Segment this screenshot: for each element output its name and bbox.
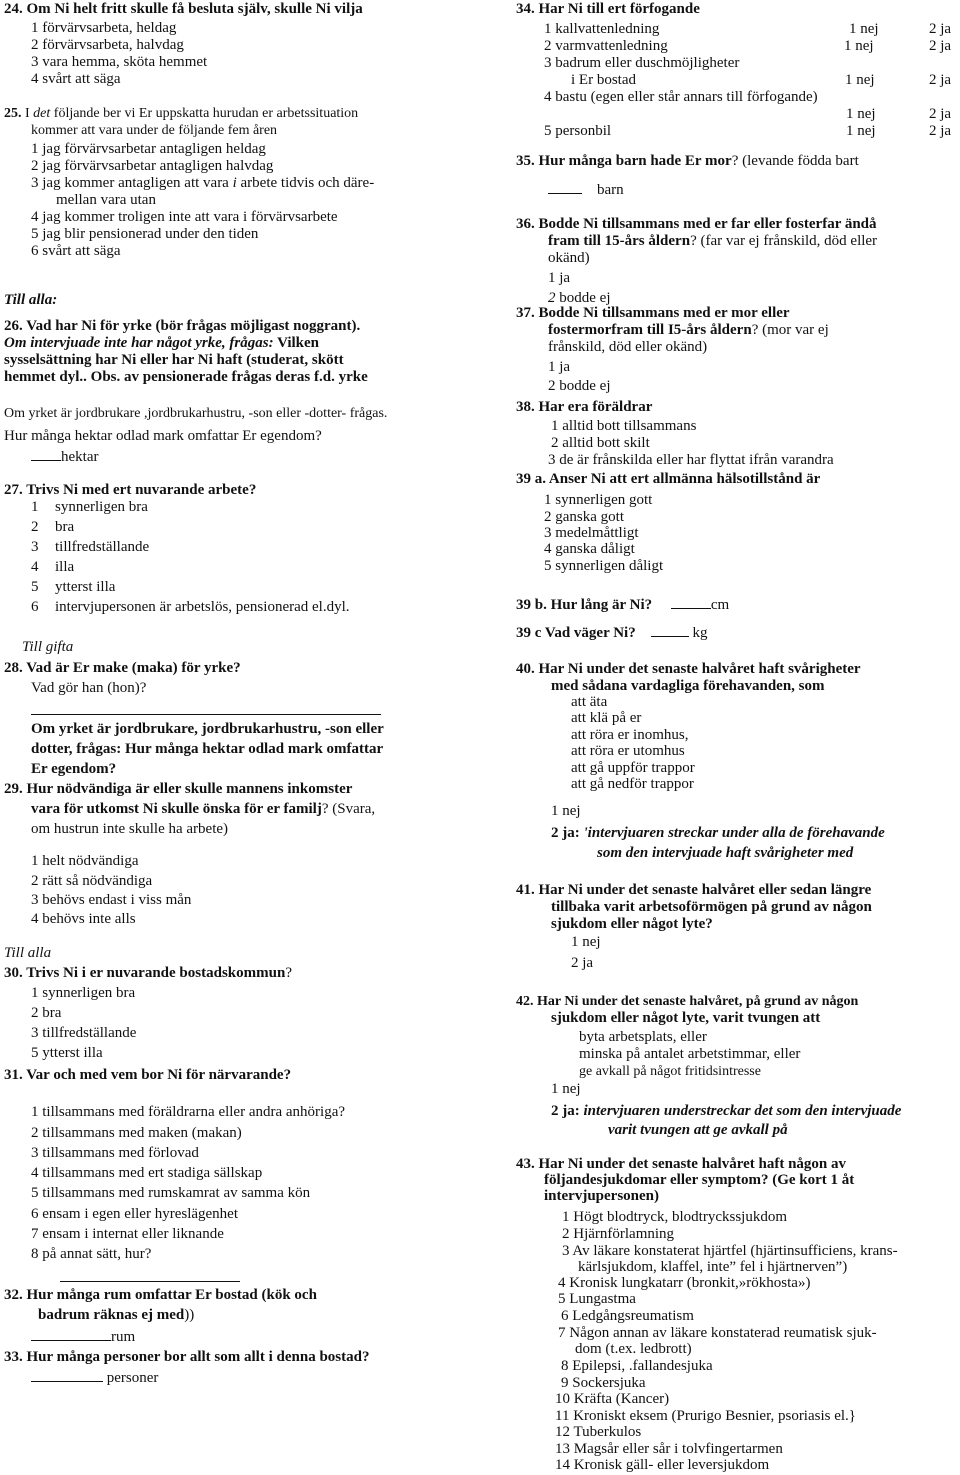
- q40-item-6: att gå nedför trappor: [571, 776, 694, 792]
- q40-item-3: att röra er inomhus,: [571, 727, 689, 743]
- q25-title-a: I: [25, 106, 34, 121]
- q27-label-6: intervjupersonen är arbetslös, pensionerad el.dyl.: [55, 599, 350, 615]
- q42-option-nej: 1 nej: [551, 1081, 581, 1097]
- q37-option-2: 2 bodde ej: [548, 378, 611, 394]
- q34-row-2: [544, 38, 956, 55]
- q27-option-3: [31, 539, 149, 556]
- q40-item-1: att äta: [571, 694, 608, 710]
- q31-title: 31. Var och med vem bor Ni för närvarande?: [4, 1067, 292, 1083]
- kg-unit: kg: [692, 625, 708, 641]
- till-gifta-heading: Till gifta: [22, 639, 74, 655]
- q42-option-ja: [551, 1103, 901, 1120]
- q31-option-4: 4 tillsammans med ert stadiga sällskap: [31, 1165, 263, 1181]
- q39c-title: 39 c Vad väger Ni?: [516, 625, 636, 641]
- q36-line2-bold: fram till 15-års åldern: [548, 233, 691, 249]
- q25-option-1: 1 jag förvärvsarbetar antagligen heldag: [31, 141, 266, 157]
- q41-title: 41. Har Ni under det senaste halvåret eller sedan längre: [516, 882, 872, 898]
- q27-label-2: bra: [55, 519, 75, 535]
- q43-item-2: 2 Hjärnförlamning: [562, 1226, 675, 1242]
- q34-row-3-cont: [571, 72, 956, 89]
- q40-item-2: att klä på er: [571, 710, 642, 726]
- till-alla-heading-1: Till alla:: [4, 292, 58, 308]
- q37-line2-bold: fostermorfram till I5-års åldern: [548, 322, 752, 338]
- q43-item-8: 8 Epilepsi, .fallandesjuka: [561, 1358, 713, 1374]
- q34-title: 34. Har Ni till ert förfogande: [516, 1, 700, 17]
- q43-item-10: 10 Kräfta (Kancer): [555, 1391, 670, 1407]
- q43-item-14: 14 Kronisk gäll- eller leversjukdom: [555, 1457, 770, 1473]
- q25-option-2: 2 jag förvärvsarbetar antagligen halvdag: [31, 158, 274, 174]
- q34-row-1-nej: 1 nej: [849, 21, 879, 37]
- q43-item-3-cont: kärlsjukdom, klaffel, inte” fel i hjärtnerven”): [578, 1259, 848, 1275]
- q40-title: 40. Har Ni under det senaste halvåret haft svårigheter: [516, 661, 861, 677]
- q24-option-2: 2 förvärvsarbeta, halvdag: [31, 37, 184, 53]
- q34-row-3-nej: 1 nej: [845, 72, 875, 88]
- q36-title: 36. Bodde Ni tillsammans med er far eller fosterfar ändå: [516, 216, 877, 232]
- q43-item-3: 3 Av läkare konstaterat hjärtfel (hjärtinsufficiens, krans-: [562, 1243, 898, 1259]
- q27-num-6: 6: [31, 599, 39, 615]
- q31-option-1: 1 tillsammans med föräldrarna eller andra anhöriga?: [31, 1104, 346, 1120]
- q35-title-bold: 35. Hur många barn hade Er mor: [516, 153, 732, 169]
- q36-option-2-num: 2: [548, 290, 556, 306]
- q42-item-1: byta arbetsplats, eller: [579, 1029, 707, 1045]
- q28-title: 28. Vad är Er make (maka) för yrke?: [4, 660, 241, 676]
- q29-line2-normal: ? (Svara,: [321, 801, 376, 817]
- q28-line2: Vad gör han (hon)?: [31, 680, 147, 696]
- personer-blank[interactable]: [31, 1368, 103, 1382]
- q43-item-5: 5 Lungastma: [558, 1291, 636, 1307]
- q40-item-4: att röra er utomhus: [571, 743, 685, 759]
- q34-row-3-label: i Er bostad: [571, 72, 636, 88]
- barn-unit: barn: [597, 182, 624, 198]
- q43-item-13: 13 Magsår eller sår i tolvfingertarmen: [555, 1441, 783, 1457]
- q32-rum-field[interactable]: [31, 1327, 135, 1346]
- q27-option-5: [31, 579, 115, 596]
- q40-item-5: att gå uppför trappor: [571, 760, 695, 776]
- q34-row-1-label: 1 kallvattenledning: [544, 21, 660, 37]
- q35-title-normal: ? (levande födda bart: [731, 153, 859, 169]
- q25-title-det: det: [33, 106, 51, 121]
- q34-row-4-ja: 2 ja: [929, 106, 952, 122]
- q25-option-5: 5 jag blir pensionerad under den tiden: [31, 226, 259, 242]
- q27-num-5: 5: [31, 579, 39, 595]
- q31-option-5: 5 tillsammans med rumskamrat av samma kön: [31, 1185, 311, 1201]
- q34-row-2-nej: 1 nej: [844, 38, 874, 54]
- q36-line2: [548, 233, 877, 250]
- q25-title: [4, 105, 358, 122]
- q27-label-5: ytterst illa: [55, 579, 116, 595]
- q29-title: 29. Hur nödvändiga är eller skulle mannens inkomster: [4, 781, 353, 797]
- q26-hektar-field[interactable]: [31, 447, 98, 466]
- q26-title: 26. Vad har Ni för yrke (bör frågas möjligast noggrant).: [4, 318, 361, 334]
- q40-ja-instruction: 'intervjuaren streckar under alla de förehavande: [583, 825, 885, 841]
- q43-item-9: 9 Sockersjuka: [561, 1375, 646, 1391]
- q43-item-1: 1 Högt blodtryck, blodtryckssjukdom: [562, 1209, 787, 1225]
- q29-line2-bold: vara för utkomst Ni skulle önska för er familj: [31, 801, 322, 817]
- q40-line2: med sådana vardagliga förehavanden, som: [551, 678, 825, 694]
- q43-item-4: 4 Kronisk lungkatarr (bronkit,»rökhosta»): [558, 1275, 811, 1291]
- q30-option-3: 3 tillfredställande: [31, 1025, 137, 1041]
- q37-line2-normal: ? (mor var ej: [751, 322, 829, 338]
- q25-option-3i: i: [232, 175, 237, 191]
- q26-line2-italic: Om intervjuade inte har något yrke, frågas:: [4, 335, 274, 351]
- q39a-title: 39 a. Anser Ni att ert allmänna hälsotillstånd är: [516, 471, 821, 487]
- q34-row-4: 4 bastu (egen eller står annars till förfogande): [544, 89, 818, 105]
- q25-title-b: följande ber vi Er uppskatta hurudan er arbetssituation: [50, 106, 359, 121]
- q39a-option-5: 5 synnerligen dåligt: [544, 558, 664, 574]
- q35-barn-field[interactable]: [548, 180, 624, 199]
- q26-hektar-question: Hur många hektar odlad mark omfattar Er egendom?: [4, 428, 322, 444]
- q32-line2-normal: )): [184, 1307, 195, 1323]
- q40-ja-label: 2 ja:: [551, 825, 584, 841]
- q42-ja-label: 2 ja:: [551, 1103, 584, 1119]
- q33-title: 33. Hur många personer bor allt som allt i denna bostad?: [4, 1349, 370, 1365]
- q29-option-1: 1 helt nödvändiga: [31, 853, 139, 869]
- q27-option-2: [31, 519, 74, 536]
- q25-number: 25.: [4, 106, 22, 121]
- q29-option-3: 3 behövs endast i viss mån: [31, 892, 192, 908]
- q26-line2: [4, 335, 319, 352]
- q40-option-nej: 1 nej: [551, 803, 581, 819]
- q42-ja-instruction-2: varit tvungen att ge avkall på: [608, 1122, 788, 1138]
- q27-label-1: synnerligen bra: [55, 499, 148, 515]
- q34-row-2-label: 2 varmvattenledning: [544, 38, 668, 54]
- q28-answer-line[interactable]: [31, 714, 381, 715]
- q37-option-1: 1 ja: [548, 359, 571, 375]
- q43-item-12: 12 Tuberkulos: [555, 1424, 642, 1440]
- q43-line3: intervjupersonen): [544, 1188, 659, 1204]
- q41-line3: sjukdom eller något lyte?: [551, 916, 713, 932]
- q39b-title: 39 b. Hur lång är Ni?: [516, 597, 653, 613]
- q32-line2: [38, 1307, 194, 1324]
- q27-option-4: [31, 559, 74, 576]
- q27-option-6: [31, 599, 350, 616]
- cm-unit: cm: [710, 597, 730, 613]
- q26-line4: hemmet dyl.. Obs. av pensionerade frågas deras f.d. yrke: [4, 369, 368, 385]
- q24-option-1: 1 förvärvsarbeta, heldag: [31, 20, 177, 36]
- hektar-unit: hektar: [61, 449, 99, 465]
- q43-title: 43. Har Ni under det senaste halvåret haft någon av: [516, 1156, 847, 1172]
- q36-option-2-label: bodde ej: [555, 290, 611, 306]
- q43-item-6: 6 Ledgångsreumatism: [561, 1308, 694, 1324]
- q36-line2-normal: ? (far var ej frånskild, död eller: [690, 233, 878, 249]
- q36-option-1: 1 ja: [548, 270, 571, 286]
- q37-line2: [548, 322, 829, 339]
- q26-line2-bold: Vilken: [273, 335, 320, 351]
- q25-option-6: 6 svårt att säga: [31, 243, 121, 259]
- q30-option-5: 5 ytterst illa: [31, 1045, 103, 1061]
- q25-option-4: 4 jag kommer troligen inte att vara i förvärvsarbete: [31, 209, 338, 225]
- q40-option-ja: [551, 825, 885, 842]
- q34-row-1: [544, 21, 956, 38]
- q26-note: Om yrket är jordbrukare ,jordbrukarhustru, -son eller -dotter- frågas.: [4, 406, 388, 421]
- q34-row-3: 3 badrum eller duschmöjligheter: [544, 55, 740, 71]
- q43-item-11: 11 Kroniskt eksem (Prurigo Besnier, psoriasis el.}: [555, 1408, 857, 1424]
- q39a-option-3: 3 medelmåttligt: [544, 525, 639, 541]
- q34-row-5-ja: 2 ja: [929, 123, 952, 139]
- q34-row-5: [544, 123, 956, 140]
- q27-label-3: tillfredställande: [55, 539, 150, 555]
- q41-line2: tillbaka varit arbetsoförmögen på grund av någon: [551, 899, 872, 915]
- q42-title: 42. Har Ni under det senaste halvåret, på grund av någon: [516, 994, 859, 1009]
- kg-blank[interactable]: [651, 623, 689, 637]
- q29-option-4: 4 behövs inte alls: [31, 911, 136, 927]
- q33-personer-field[interactable]: [31, 1368, 158, 1387]
- q28-line4: dotter, frågas: Hur många hektar odlad mark omfattar: [31, 741, 384, 757]
- q31-answer-line[interactable]: [60, 1281, 240, 1282]
- q42-ja-instruction: intervjuaren understreckar det som den intervjuade: [583, 1103, 902, 1119]
- q38-option-2: 2 alltid bott skilt: [551, 435, 650, 451]
- q43-line2: följandesjukdomar eller symptom? (Ge kort 1 åt: [544, 1172, 855, 1188]
- q31-option-3: 3 tillsammans med förlovad: [31, 1145, 199, 1161]
- barn-blank[interactable]: [548, 180, 582, 194]
- q34-row-5-label: 5 personbil: [544, 123, 612, 139]
- q39c-line: [516, 623, 707, 642]
- q31-option-2: 2 tillsammans med maken (makan): [31, 1125, 242, 1141]
- q32-line2-bold: badrum räknas ej med: [38, 1307, 185, 1323]
- q27-num-4: 4: [31, 559, 39, 575]
- q34-row-4-nej: 1 nej: [846, 106, 876, 122]
- q24-option-3: 3 vara hemma, sköta hemmet: [31, 54, 208, 70]
- q39b-line: [516, 595, 729, 614]
- q37-title: 37. Bodde Ni tillsammans med er mor eller: [516, 305, 790, 321]
- q31-option-7: 7 ensam i internat eller liknande: [31, 1226, 224, 1242]
- q30-title-q: ?: [285, 965, 292, 981]
- q34-row-3-ja: 2 ja: [929, 72, 952, 88]
- q24-option-4: 4 svårt att säga: [31, 71, 121, 87]
- q30-title-bold: 30. Trivs Ni i er nuvarande bostadskommun: [4, 965, 286, 981]
- q27-option-1: [31, 499, 148, 516]
- q37-line3: frånskild, död eller okänd): [548, 339, 708, 355]
- q42-line2: sjukdom eller något lyte, varit tvungen att: [551, 1010, 821, 1026]
- q41-option-2: 2 ja: [571, 955, 594, 971]
- q30-title: [4, 965, 292, 982]
- q38-option-1: 1 alltid bott tillsammans: [551, 418, 697, 434]
- q25-option-3b: arbete tidvis och däre-: [236, 175, 375, 191]
- q39a-option-1: 1 synnerligen gott: [544, 492, 653, 508]
- q36-line3: okänd): [548, 250, 590, 266]
- q35-title: [516, 153, 859, 170]
- q30-option-2: 2 bra: [31, 1005, 62, 1021]
- q25-title-line2: kommer att vara under de följande fem åren: [31, 123, 278, 138]
- q34-row-5-nej: 1 nej: [846, 123, 876, 139]
- q29-line3: om hustrun inte skulle ha arbete): [31, 821, 229, 837]
- personer-unit: personer: [106, 1370, 159, 1386]
- cm-blank[interactable]: [671, 595, 711, 609]
- q41-option-1: 1 nej: [571, 934, 601, 950]
- q39a-option-2: 2 ganska gott: [544, 509, 624, 525]
- q38-title: 38. Har era föräldrar: [516, 399, 653, 415]
- q30-option-1: 1 synnerligen bra: [31, 985, 136, 1001]
- q24-title: 24. Om Ni helt fritt skulle få besluta själv, skulle Ni vilja: [4, 1, 363, 17]
- q42-item-3: ge avkall på något fritidsintresse: [579, 1064, 761, 1079]
- q25-option-3-cont: mellan vara utan: [56, 192, 156, 208]
- q27-num-2: 2: [31, 519, 39, 535]
- q27-num-1: 1: [31, 499, 39, 515]
- q25-option-3: [31, 175, 374, 192]
- till-alla-heading-2: Till alla: [4, 945, 52, 961]
- q29-line2: [31, 801, 375, 818]
- q28-line3: Om yrket är jordbrukare, jordbrukarhustru, -son eller: [31, 721, 384, 737]
- q40-ja-instruction-2: som den intervjuade haft svårigheter med: [597, 845, 854, 861]
- rum-unit: rum: [111, 1329, 136, 1345]
- q26-line3: sysselsättning har Ni eller har Ni haft (studerat, skött: [4, 352, 344, 368]
- q34-row-2-ja: 2 ja: [929, 38, 952, 54]
- q27-num-3: 3: [31, 539, 39, 555]
- q32-title: 32. Hur många rum omfattar Er bostad (kök och: [4, 1287, 317, 1303]
- q25-option-3a: 3 jag kommer antagligen att vara: [31, 175, 233, 191]
- q28-line5: Er egendom?: [31, 761, 117, 777]
- hektar-blank[interactable]: [31, 447, 61, 461]
- rum-blank[interactable]: [31, 1327, 111, 1341]
- q42-item-2: minska på antalet arbetstimmar, eller: [579, 1046, 801, 1062]
- q29-option-2: 2 rätt så nödvändiga: [31, 873, 153, 889]
- q38-option-3: 3 de är frånskilda eller har flyttat ifrån varandra: [548, 452, 834, 468]
- q31-option-8: 8 på annat sätt, hur?: [31, 1246, 152, 1262]
- q39a-option-4: 4 ganska dåligt: [544, 541, 635, 557]
- q27-title: 27. Trivs Ni med ert nuvarande arbete?: [4, 482, 257, 498]
- q43-item-7: 7 Någon annan av läkare konstaterad reumatisk sjuk-: [558, 1325, 877, 1341]
- q43-item-7-cont: dom (t.ex. ledbrott): [575, 1341, 692, 1357]
- q34-row-1-ja: 2 ja: [929, 21, 952, 37]
- q27-label-4: illa: [55, 559, 75, 575]
- q31-option-6: 6 ensam i egen eller hyreslägenhet: [31, 1206, 238, 1222]
